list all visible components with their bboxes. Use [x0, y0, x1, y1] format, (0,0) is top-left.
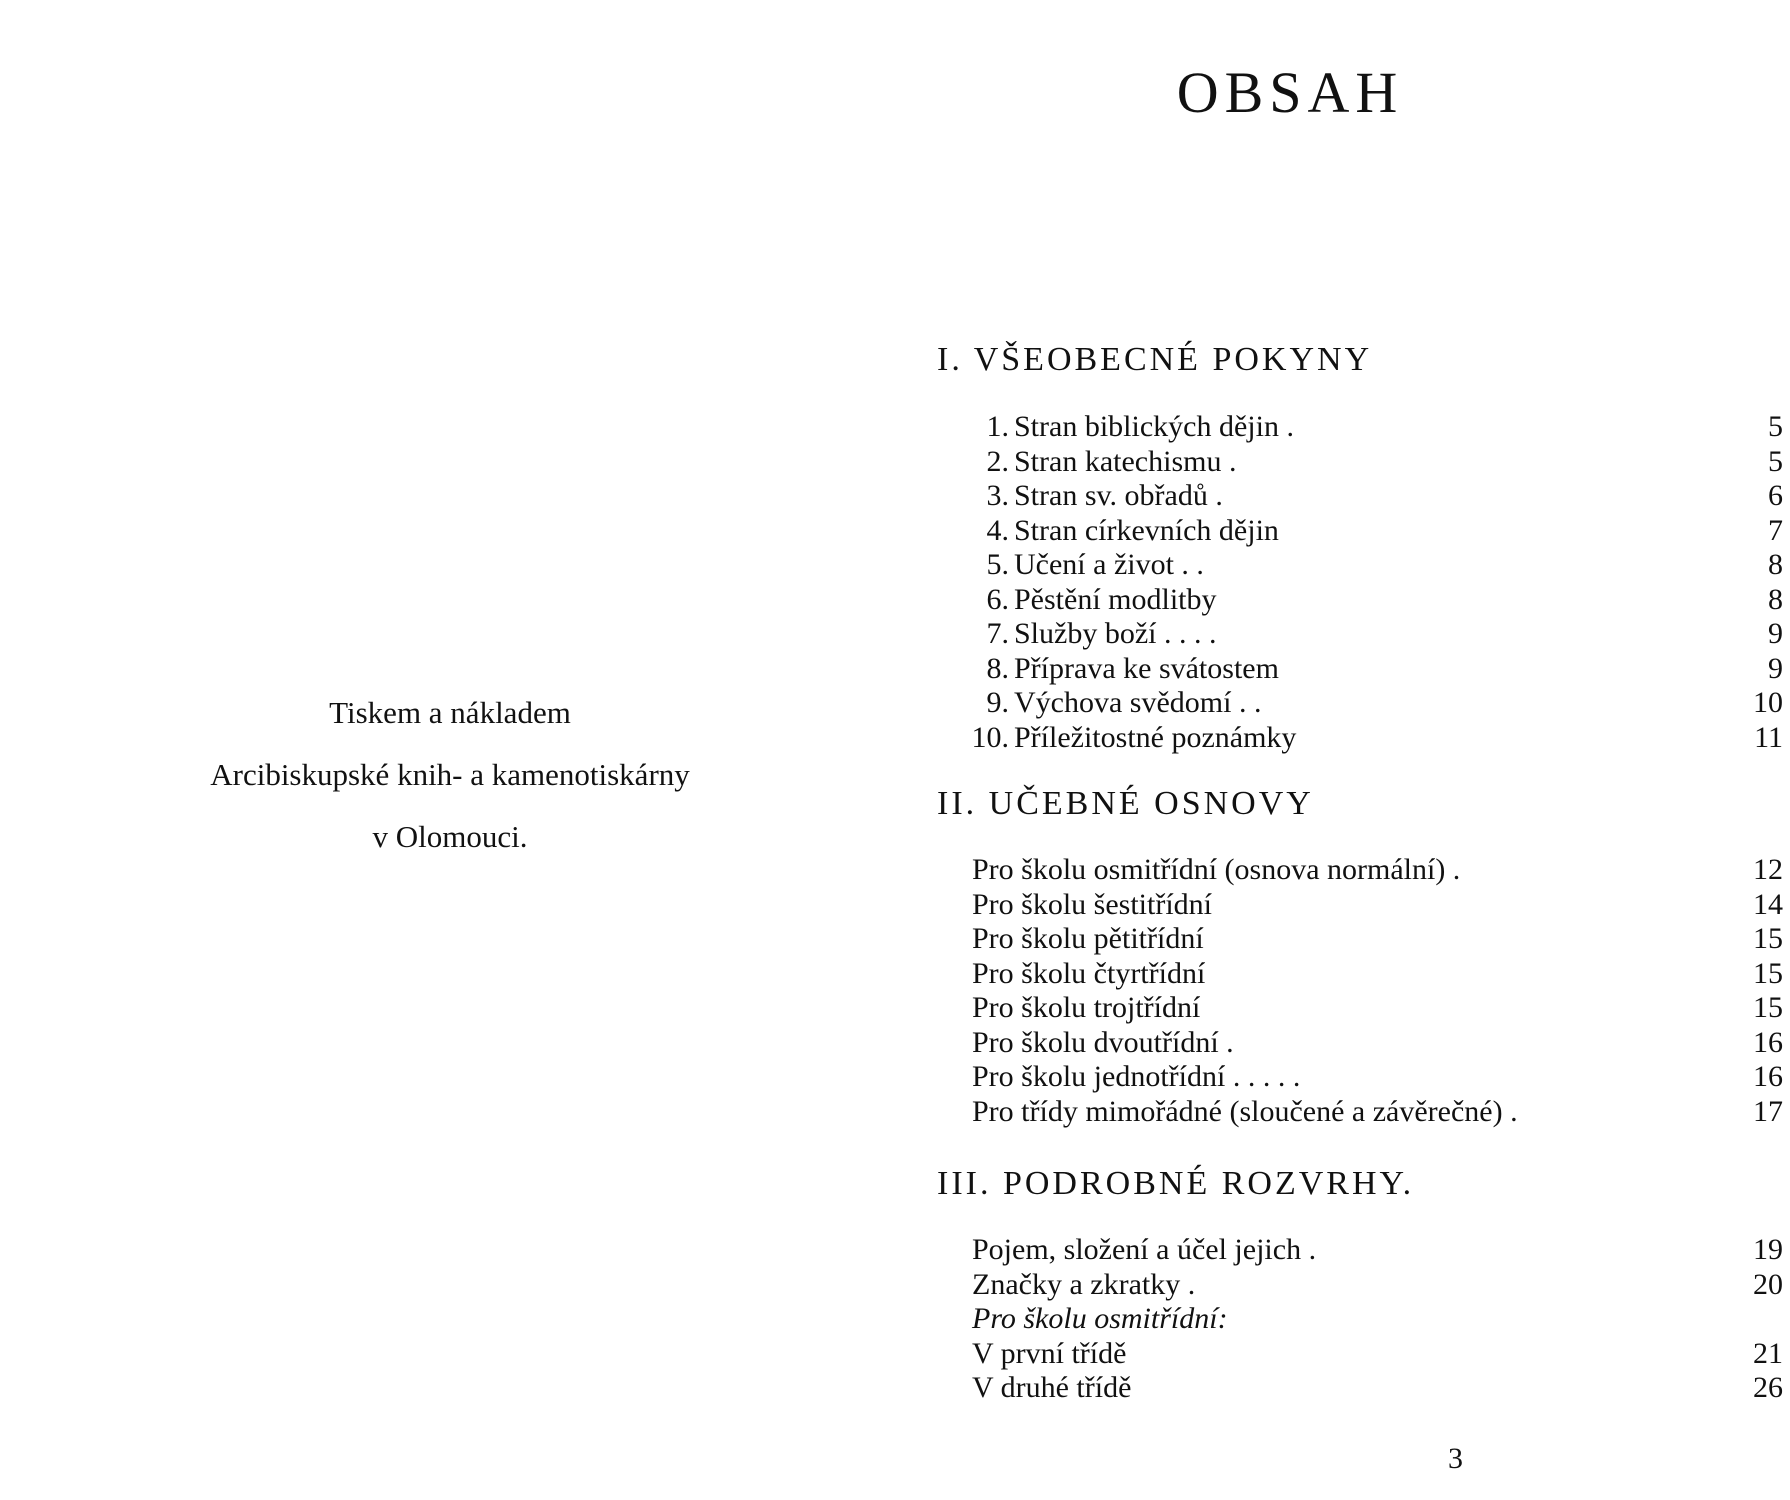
- toc-entry: [937, 721, 1783, 756]
- toc-entry: [937, 1233, 1783, 1268]
- entry-number: 5.: [986, 548, 1009, 581]
- toc-entry: [937, 957, 1783, 992]
- entry-text: Pro školu šestitřídní: [972, 887, 1213, 921]
- entry-text: Pro třídy mimořádné (sloučené a závěrečné) .: [972, 1094, 1518, 1128]
- entry-page-number: 14: [1753, 887, 1783, 921]
- toc-entry: [937, 1371, 1783, 1406]
- entry-number: 1.: [986, 410, 1009, 443]
- toc-entry: [937, 617, 1783, 652]
- entry-page-number: 10: [1753, 686, 1783, 719]
- entry-number: 10.: [971, 720, 1009, 754]
- section-heading-detailed-schedules: III. PODROBNÉ ROZVRHY.: [937, 1165, 1415, 1202]
- entry-text: Pro školu čtyrtřídní: [972, 956, 1206, 990]
- toc-entry: [937, 514, 1783, 549]
- toc-entry: [937, 1026, 1783, 1061]
- entry-text: Pojem, složení a účel jejich .: [972, 1233, 1317, 1266]
- entry-page-number: 7: [1768, 513, 1783, 547]
- entry-text: Pro školu dvoutřídní .: [972, 1025, 1234, 1059]
- imprint-line-2: Arcibiskupské knih- a kamenotiskárny: [210, 757, 690, 792]
- entry-text: Pro školu pětitřídní: [972, 922, 1204, 955]
- entry-page-number: 26: [1753, 1371, 1783, 1404]
- entry-text: V druhé třídě: [972, 1371, 1132, 1404]
- section-heading-general-instructions: I. VŠEOBECNÉ POKYNY: [937, 341, 1373, 378]
- entry-number: 2.: [986, 444, 1009, 478]
- entry-page-number: 15: [1753, 956, 1783, 990]
- entry-number: 7.: [986, 617, 1009, 650]
- entry-number: 4.: [986, 513, 1009, 547]
- entry-text: Pro školu jednotřídní . . . . .: [972, 1060, 1301, 1093]
- entry-page-number: 8: [1768, 548, 1783, 581]
- toc-entry: [937, 583, 1783, 618]
- toc-entry: [937, 652, 1783, 687]
- entry-page-number: 20: [1753, 1267, 1783, 1301]
- entry-page-number: 21: [1753, 1336, 1783, 1370]
- entry-text: V první třídě: [972, 1336, 1127, 1370]
- entry-text: Stran sv. obřadů .: [1014, 479, 1223, 512]
- section-entries-curricula: [937, 853, 1783, 1129]
- entry-page-number: 6: [1768, 479, 1783, 512]
- toc-entry: [937, 1060, 1783, 1095]
- entry-text: Pro školu osmitřídní:: [972, 1302, 1228, 1335]
- entry-text: Příležitostné poznámky: [1014, 720, 1297, 754]
- entry-page-number: 15: [1753, 922, 1783, 955]
- toc-title: OBSAH: [1176, 60, 1404, 125]
- entry-page-number: 8: [1768, 582, 1783, 616]
- entry-text: Příprava ke svátostem: [1014, 651, 1279, 685]
- toc-entry: [937, 686, 1783, 721]
- entry-page-number: 5: [1768, 410, 1783, 443]
- entry-page-number: 15: [1753, 991, 1783, 1024]
- entry-page-number: 12: [1753, 853, 1783, 886]
- entry-text: Pro školu trojtřídní: [972, 991, 1201, 1024]
- section-entries-general-instructions: [937, 410, 1783, 755]
- imprint-line-1: Tiskem a nákladem: [329, 695, 571, 730]
- entry-text: Pěstění modlitby: [1014, 582, 1217, 616]
- entry-page-number: 17: [1753, 1094, 1783, 1128]
- entry-number: 6.: [986, 582, 1009, 616]
- toc-entry: [937, 479, 1783, 514]
- toc-entry: [937, 853, 1783, 888]
- toc-entry: [937, 1337, 1783, 1372]
- toc-entry: [937, 548, 1783, 583]
- imprint: [0, 682, 900, 868]
- toc-subheading: [937, 1302, 1783, 1337]
- toc-entry: [937, 445, 1783, 480]
- right-page: [895, 0, 1790, 1500]
- section-entries-detailed-schedules: [937, 1233, 1783, 1406]
- entry-number: 3.: [986, 479, 1009, 512]
- entry-page-number: 11: [1754, 720, 1783, 754]
- entry-text: Stran biblických dějin .: [1014, 410, 1294, 443]
- entry-text: Stran katechismu .: [1014, 444, 1237, 478]
- entry-page-number: 19: [1753, 1233, 1783, 1266]
- entry-text: Pro školu osmitřídní (osnova normální) .: [972, 853, 1461, 886]
- entry-text: Značky a zkratky .: [972, 1267, 1196, 1301]
- imprint-line-3: v Olomouci.: [372, 819, 528, 854]
- entry-page-number: 16: [1753, 1060, 1783, 1093]
- entry-text: Učení a život . .: [1014, 548, 1204, 581]
- toc-entry: [937, 888, 1783, 923]
- toc-entry: [937, 1095, 1783, 1130]
- entry-page-number: 16: [1753, 1025, 1783, 1059]
- toc-entry: [937, 991, 1783, 1026]
- entry-number: 9.: [986, 686, 1009, 719]
- entry-text: Výchova svědomí . .: [1014, 686, 1262, 719]
- entry-text: Služby boží . . . .: [1014, 617, 1217, 650]
- toc-entry: [937, 1268, 1783, 1303]
- toc-entry: [937, 922, 1783, 957]
- section-heading-curricula: II. UČEBNÉ OSNOVY: [937, 785, 1314, 822]
- entry-page-number: 9: [1768, 651, 1783, 685]
- toc-entry: [937, 410, 1783, 445]
- page-number: 3: [1448, 1442, 1463, 1475]
- entry-text: Stran církevních dějin: [1014, 513, 1279, 547]
- entry-number: 8.: [986, 651, 1009, 685]
- entry-page-number: 5: [1768, 444, 1783, 478]
- entry-page-number: 9: [1768, 617, 1783, 650]
